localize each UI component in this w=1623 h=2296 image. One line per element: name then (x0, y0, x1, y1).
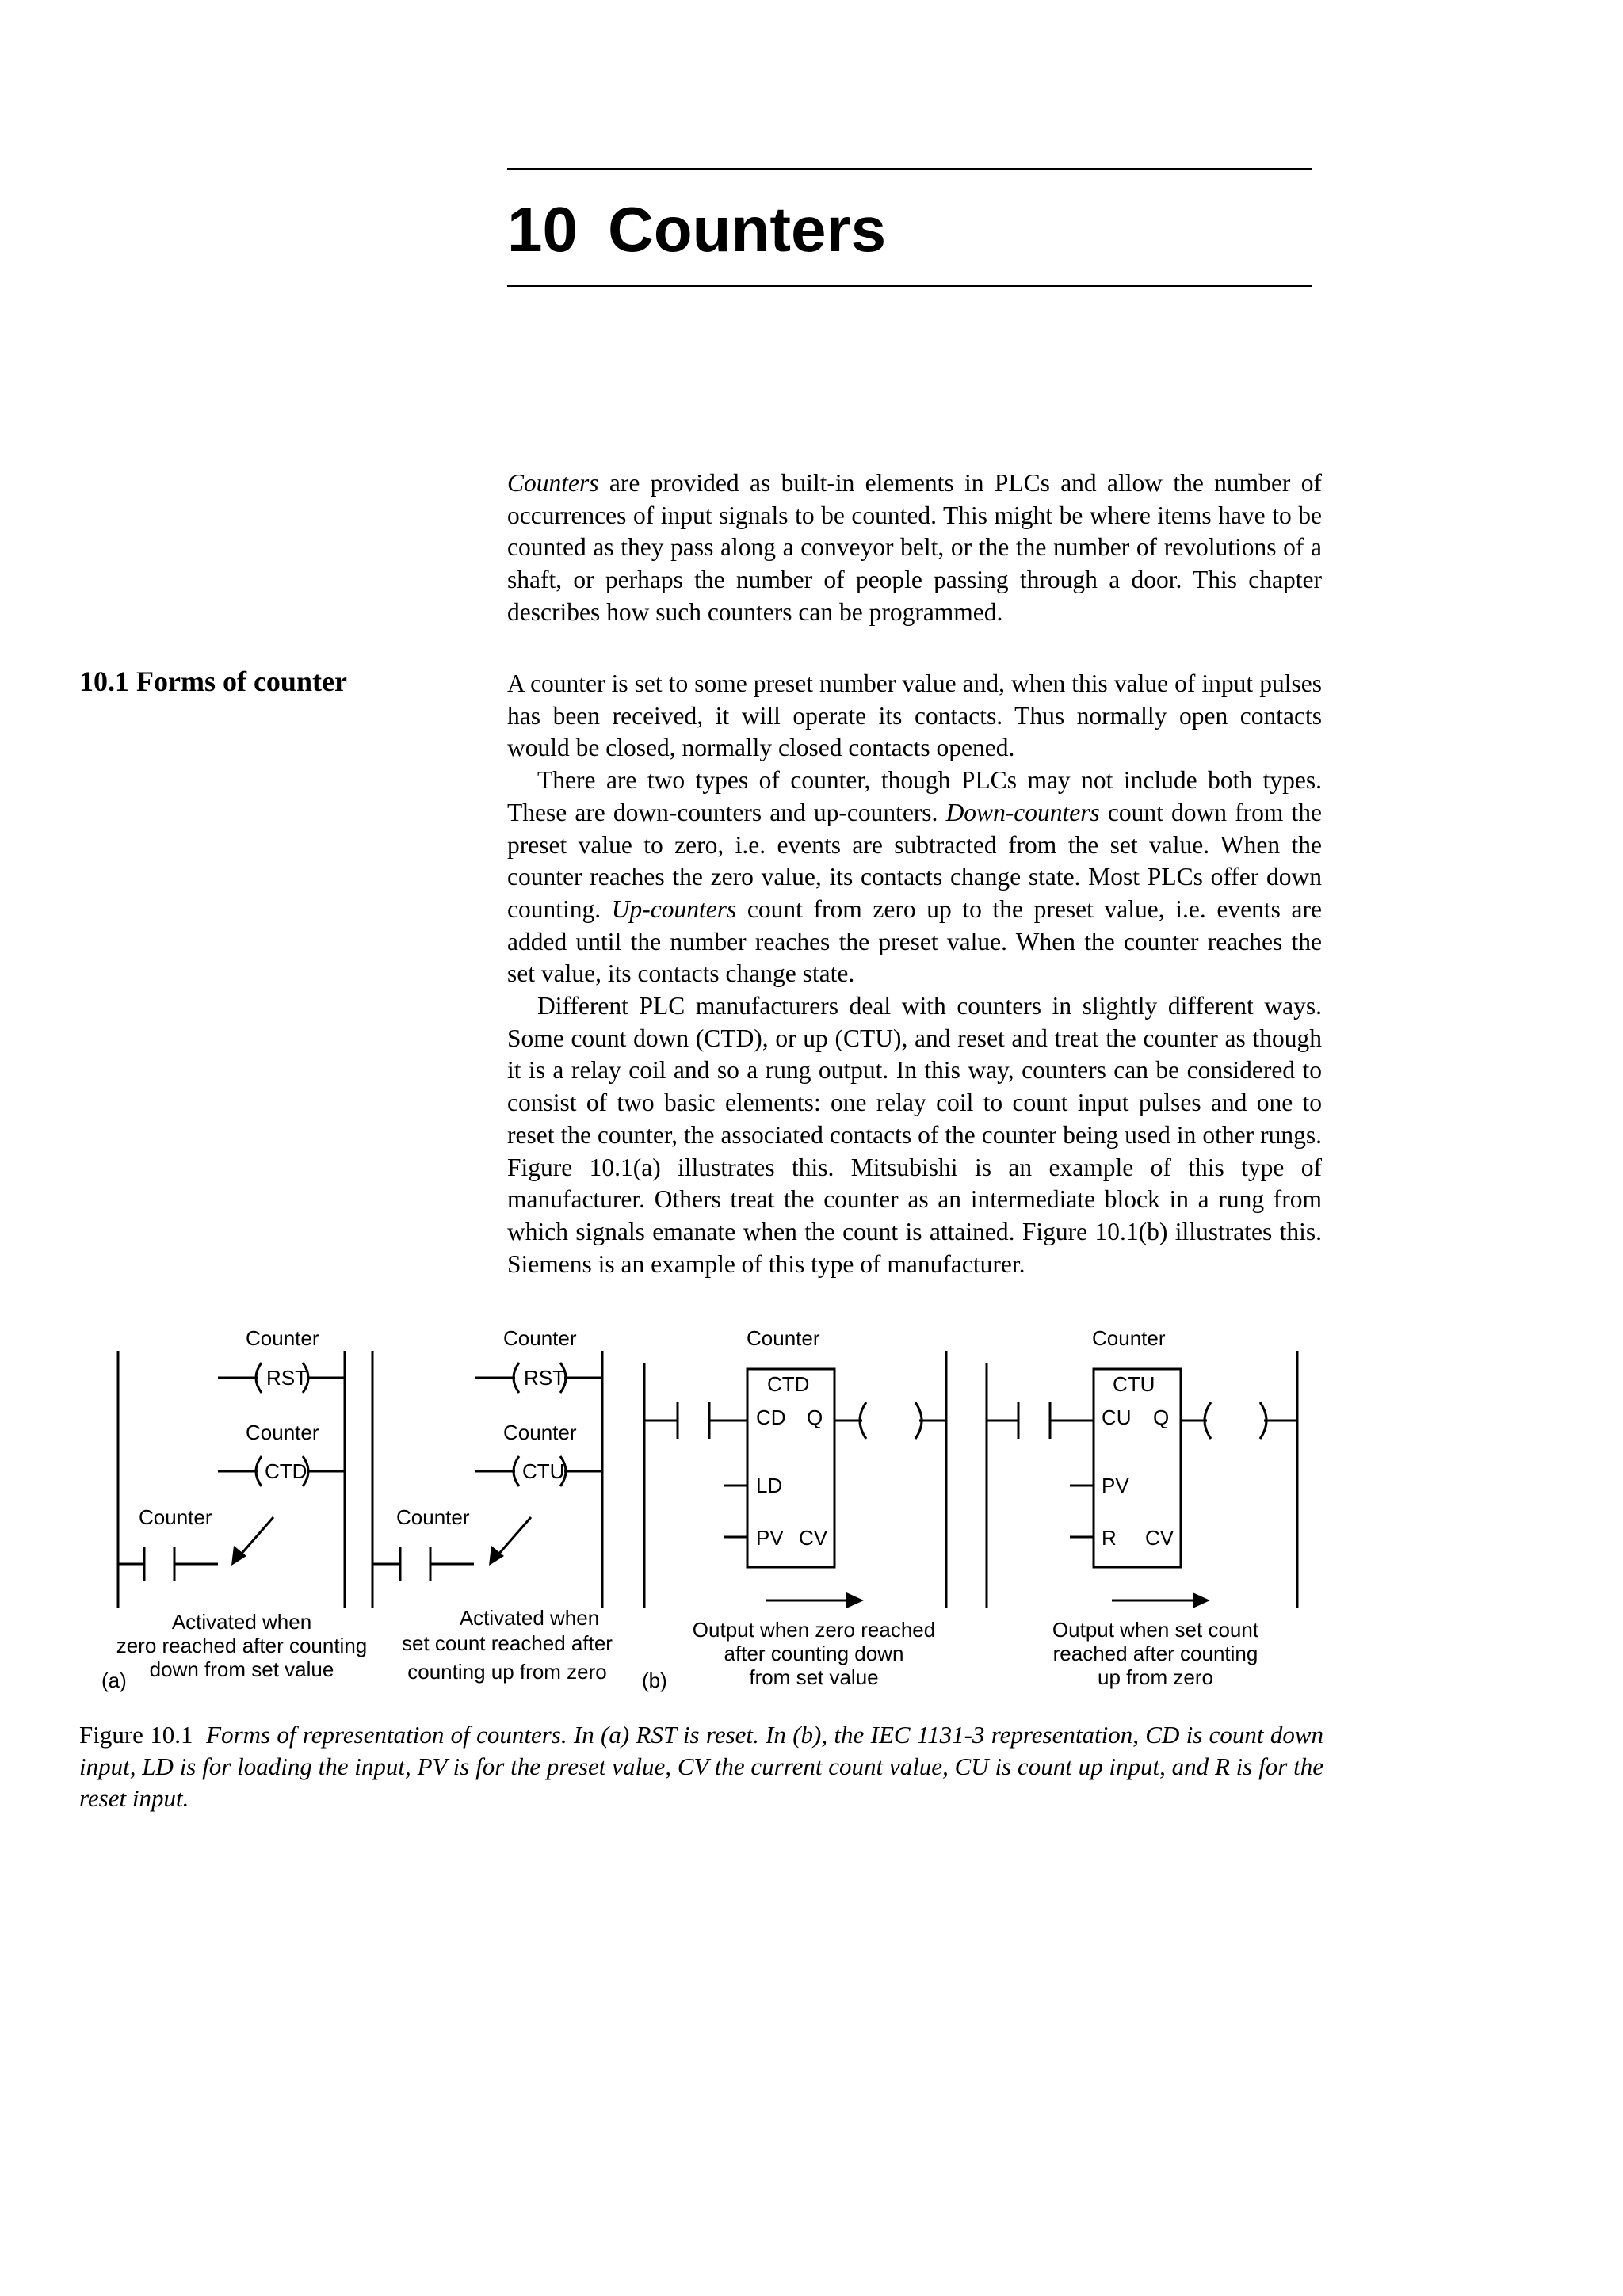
note-b-right-line-1: Output when set count (1052, 1618, 1259, 1642)
ctu-output-cv: CV (1145, 1526, 1174, 1550)
note-b-right-line-2: reached after counting (1052, 1642, 1258, 1665)
ctd-block-name: CTD (767, 1372, 810, 1396)
caption-text: Forms of representation of counters. In (a) RST is reset. In (b), the IEC 1131-3 representation, CD is count down input, LD is for loading the input, PV is for the preset value, CV the current count value, CU is count up input, and R is for the reset input. (79, 1721, 1324, 1812)
counter-label: Counter (246, 1326, 319, 1350)
note-a-right-line-2: set count reached after (402, 1631, 613, 1655)
term-down-counters: Down-counters (945, 798, 1100, 826)
coil-ctd-label: CTD (265, 1459, 307, 1483)
ctu-input-pv: PV (1102, 1474, 1129, 1497)
term-up-counters: Up-counters (611, 894, 737, 923)
counter-label: Counter (139, 1505, 212, 1529)
ctd-input-pv: PV (756, 1526, 784, 1550)
ctu-input-r: R (1102, 1526, 1117, 1550)
figure-caption (79, 1719, 1323, 1814)
note-b-right-line-3: up from zero (1098, 1665, 1213, 1689)
intro-paragraph (507, 467, 1322, 629)
ctd-output-cv: CV (799, 1526, 828, 1550)
coil-rst-label: RST (266, 1366, 307, 1390)
counter-label: Counter (1092, 1326, 1166, 1350)
ctd-output-q: Q (807, 1405, 823, 1429)
top-rule (507, 168, 1312, 170)
note-a-right-line-3: counting up from zero (407, 1660, 607, 1684)
paragraph-2: There are two types of counter, though PLCs may not include both types. These are down-counters and up-counters. Down-counters count down from the preset value to zero, i.e. events are subtracted from the set value. When the counter reaches the zero value, its contacts change state. Most PLCs offer down counting. Up-counters count from zero up to the preset value, i.e. events are added until the number reaches the preset value. When the counter reaches the set value, its contacts change state. (507, 766, 1322, 988)
ctu-output-q: Q (1153, 1405, 1170, 1429)
counter-label: Counter (503, 1421, 577, 1444)
note-a-left-line-3: down from set value (149, 1657, 334, 1681)
counter-label: Counter (503, 1326, 577, 1350)
intro-text: are provided as built-in elements in PLCs and allow the number of occurrences of input signals to be counted. This might be where items have to be counted as they pass along a conveyor belt, or the the number of revolutions of a shaft, or perhaps the number of people passing through a door. This chapter describes how such counters can be programmed. (507, 469, 1322, 626)
counter-label: Counter (396, 1505, 470, 1529)
ctd-input-ld: LD (756, 1474, 783, 1497)
label-a: (a) (101, 1669, 127, 1692)
note-a-left-line-1: Activated when (171, 1610, 312, 1634)
paragraph-3: Different PLC manufacturers deal with counters in slightly different ways. Some count down (CTD), or up (CTU), and reset and treat the counter as though it is a relay coil and so a rung output. In this way, counters can be considered to consist of two basic elements: one relay coil to count input pulses and one to reset the counter, the associated contacts of the counter being used in other rungs. Figure 10.1(a) illustrates this. Mitsubishi is an example of this type of manufacturer. Others treat the counter as an intermediate block in a rung from which signals emanate when the count is attained. Figure 10.1(b) illustrates this. Siemens is an example of this type of manufacturer. (507, 992, 1322, 1278)
section-heading: 10.1 Forms of counter (79, 666, 347, 697)
intro-term: Counters (507, 469, 599, 497)
counter-label: Counter (747, 1326, 820, 1350)
ctu-block-name: CTU (1113, 1372, 1155, 1396)
ctu-input-cu: CU (1102, 1405, 1132, 1429)
chapter-name: Counters (607, 194, 887, 265)
figure-ladder-diagrams (95, 1315, 1331, 1703)
counter-label: Counter (246, 1421, 319, 1444)
note-b-left-line-3: from set value (749, 1665, 879, 1689)
coil-rst-label: RST (524, 1366, 565, 1390)
note-a-left-line-2: zero reached after counting (116, 1634, 368, 1657)
label-b: (b) (642, 1669, 667, 1692)
coil-ctu-label: CTU (522, 1459, 565, 1483)
chapter-title (507, 190, 886, 269)
caption-label: Figure 10.1 (79, 1721, 193, 1749)
note-a-right-line-1: Activated when (459, 1606, 600, 1630)
chapter-number: 10 (507, 194, 578, 265)
section-body (507, 668, 1322, 1280)
paragraph-1: A counter is set to some preset number value and, when this value of input pulses has been received, it will operate its contacts. Thus normally open contacts would be closed, normally closed contacts opened. (507, 669, 1322, 762)
note-b-left-line-1: Output when zero reached (692, 1618, 936, 1642)
note-b-left-line-2: after counting down (724, 1642, 904, 1665)
ctd-input-cd: CD (756, 1405, 786, 1429)
bottom-rule (507, 285, 1312, 287)
